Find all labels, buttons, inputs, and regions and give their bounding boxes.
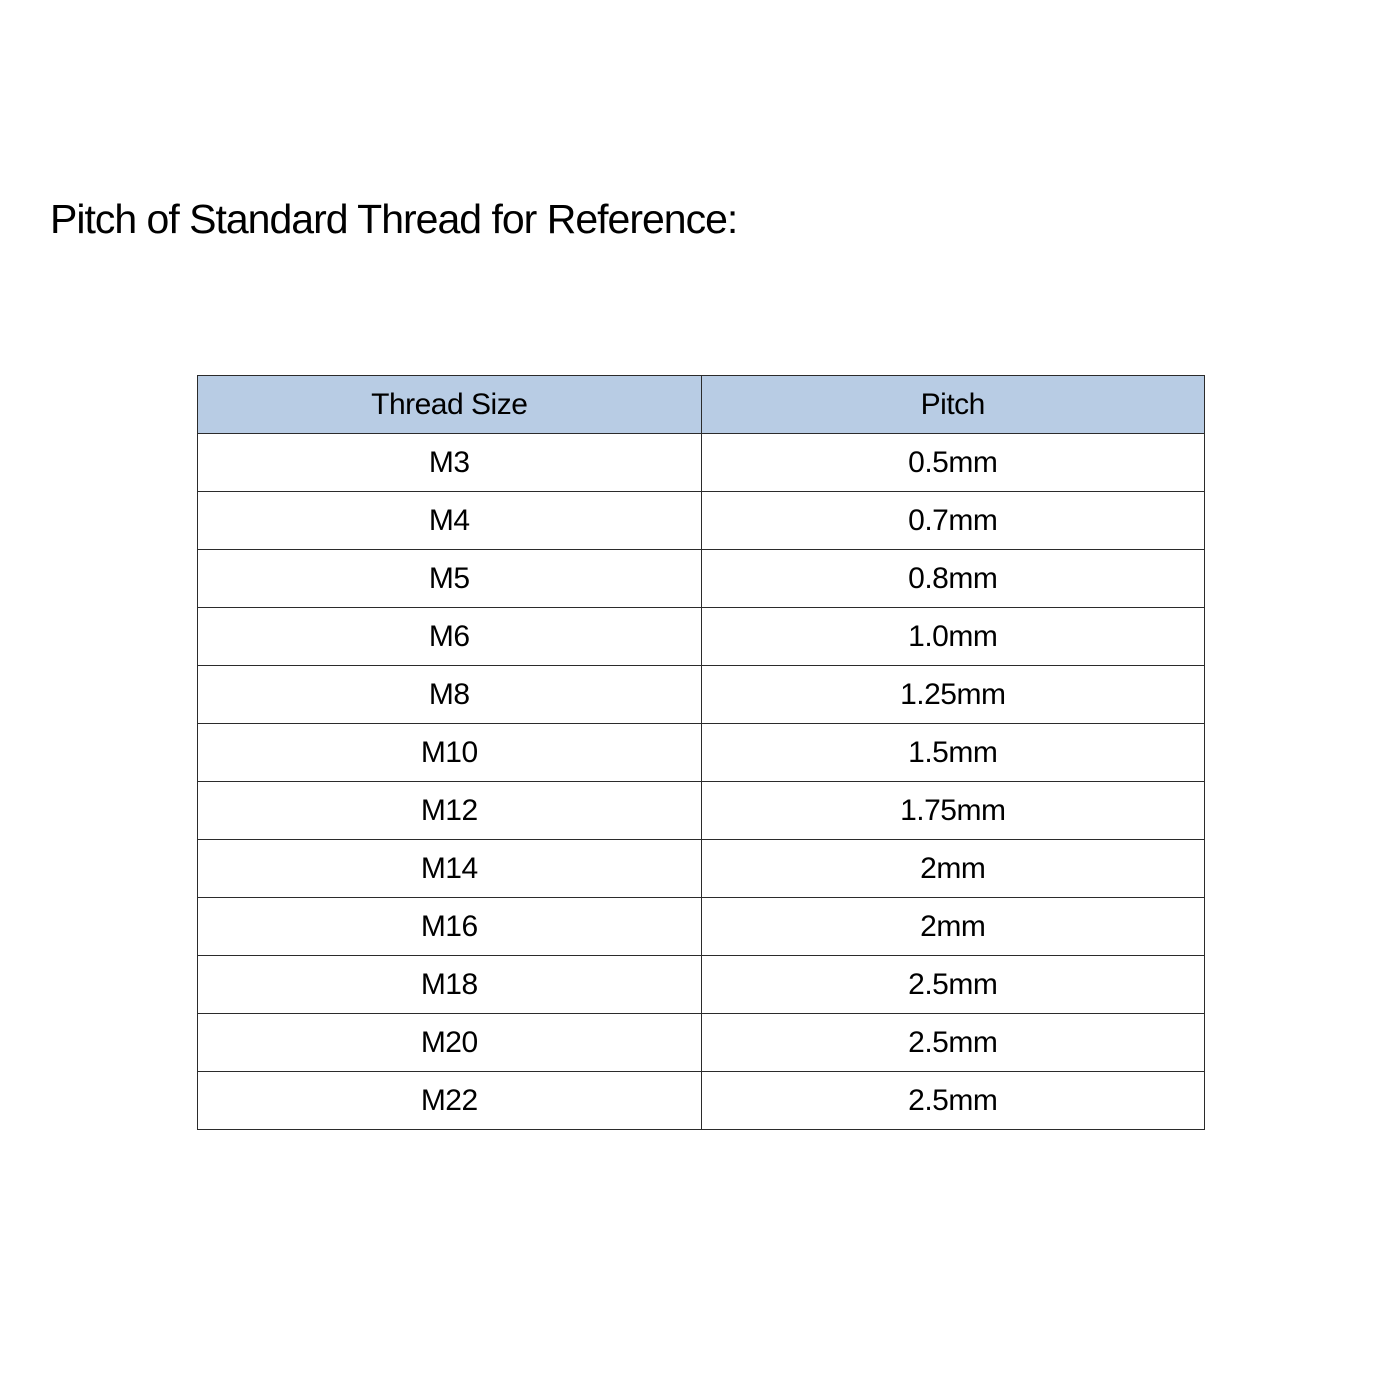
table-row bbox=[198, 550, 1205, 608]
table-row bbox=[198, 1014, 1205, 1072]
table-header bbox=[198, 376, 1205, 434]
pitch-cell: 0.7mm bbox=[701, 492, 1205, 550]
table-row bbox=[198, 434, 1205, 492]
pitch-cell: 1.25mm bbox=[701, 666, 1205, 724]
thread-pitch-table bbox=[197, 375, 1205, 1130]
pitch-cell: 1.5mm bbox=[701, 724, 1205, 782]
pitch-cell: 2mm bbox=[701, 840, 1205, 898]
table-row bbox=[198, 782, 1205, 840]
pitch-cell: 2.5mm bbox=[701, 1072, 1205, 1130]
pitch-cell: 0.5mm bbox=[701, 434, 1205, 492]
thread-size-cell: M14 bbox=[198, 840, 702, 898]
pitch-cell: 2.5mm bbox=[701, 956, 1205, 1014]
table-row bbox=[198, 724, 1205, 782]
pitch-cell: 2mm bbox=[701, 898, 1205, 956]
thread-size-cell: M18 bbox=[198, 956, 702, 1014]
table-row bbox=[198, 1072, 1205, 1130]
thread-size-cell: M8 bbox=[198, 666, 702, 724]
table-row bbox=[198, 956, 1205, 1014]
table-row bbox=[198, 492, 1205, 550]
thread-size-cell: M22 bbox=[198, 1072, 702, 1130]
thread-size-cell: M20 bbox=[198, 1014, 702, 1072]
page-title: Pitch of Standard Thread for Reference: bbox=[50, 196, 738, 242]
table-body bbox=[198, 434, 1205, 1130]
thread-size-cell: M10 bbox=[198, 724, 702, 782]
thread-size-cell: M16 bbox=[198, 898, 702, 956]
thread-size-cell: M5 bbox=[198, 550, 702, 608]
thread-size-cell: M4 bbox=[198, 492, 702, 550]
pitch-cell: 0.8mm bbox=[701, 550, 1205, 608]
table-row bbox=[198, 608, 1205, 666]
thread-size-cell: M6 bbox=[198, 608, 702, 666]
table-row bbox=[198, 666, 1205, 724]
pitch-cell: 1.0mm bbox=[701, 608, 1205, 666]
table-row bbox=[198, 840, 1205, 898]
table-row bbox=[198, 898, 1205, 956]
pitch-cell: 2.5mm bbox=[701, 1014, 1205, 1072]
table-header-row bbox=[198, 376, 1205, 434]
header-pitch: Pitch bbox=[701, 376, 1205, 434]
pitch-cell: 1.75mm bbox=[701, 782, 1205, 840]
thread-size-cell: M12 bbox=[198, 782, 702, 840]
header-thread-size: Thread Size bbox=[198, 376, 702, 434]
thread-size-cell: M3 bbox=[198, 434, 702, 492]
